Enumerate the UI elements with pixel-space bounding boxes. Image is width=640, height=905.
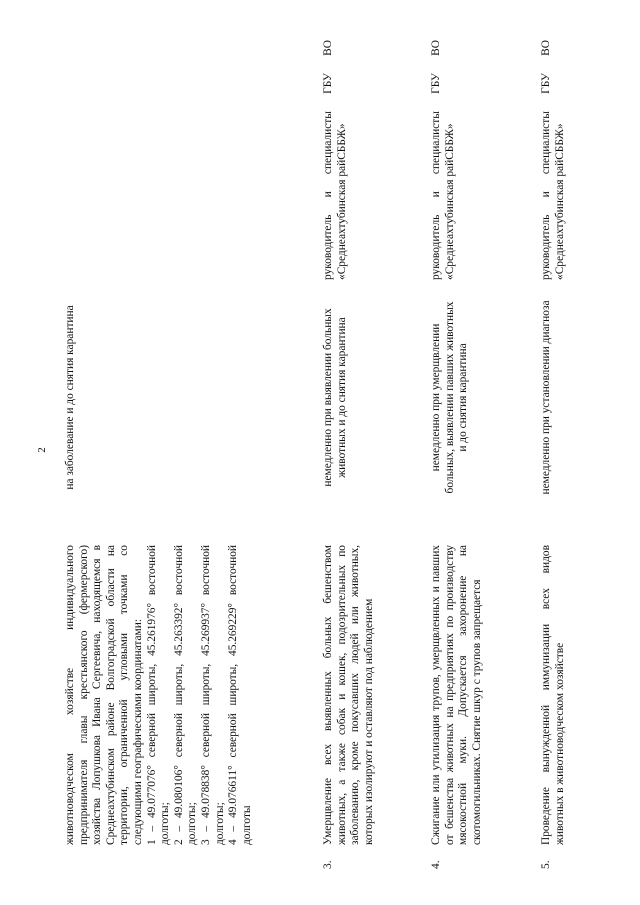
row-3-term: немедленно при выявлении больных животных и до снятия карантина [322, 308, 348, 487]
row-4-action: Сжигание или утилизация трупов, умерщвленных и павших от бешенства животных на предприятиях по производству мясокостной муки. Допускается захоронение на скотомогильниках. Снятие шкур с трупов запрещается [430, 545, 483, 845]
coordinate-4: 4 – 49.076611° северной широты, 45.269229° восточной долготы [227, 545, 253, 845]
coordinate-1: 1 – 49.077076° северной широты, 45.261976° восточной долготы; [145, 545, 172, 845]
row-3-action: Умерщвление всех выявленных больных бешенством животных, а также собак и кошек, подозрительных по заболеванию, кроме покусавших людей или животных, которых изолируют и оставляют под наблюдением [322, 545, 375, 845]
coordinate-2: 2 – 49.080106° северной широты, 45.263392° восточной долготы; [172, 545, 199, 845]
row-4-responsible: руководитель и специалисты ГБУ ВО «Среднеахтубинская райСББЖ» [430, 40, 456, 280]
row-5-responsible: руководитель и специалисты ГБУ ВО «Среднеахтубинская райСББЖ» [540, 40, 566, 280]
row-4-number: 4. [430, 860, 442, 869]
row-5-number: 5. [540, 860, 552, 869]
row-5-action: Проведение вынужденной иммунизации всех видов животных в животноводческом хозяйстве [540, 545, 566, 845]
row-4-term: немедленно при умерщвлении больных, выявлении павших животных и до снятия карантина [430, 301, 470, 494]
row-3-responsible: руководитель и специалисты ГБУ ВО «Среднеахтубинская райСББЖ» [322, 40, 348, 280]
row-continued-action-text: животноводческом хозяйстве индивидуального предпринимателя главы крестьянского (фермерского) хозяйства Лопушкова Ивана Сергеевича, находящемся в Среднеахтубинском районе Волгоградской области на территории, ограниченной угловыми точками со следующими географическими координатами: [64, 545, 144, 845]
row-5-term: немедленно при установлении диагноза [540, 300, 552, 495]
row-3-number: 3. [322, 860, 334, 869]
page-number: 2 [36, 447, 48, 453]
row-continued-action [64, 545, 254, 845]
row-continued-term: на заболевание и до снятия карантина [64, 305, 76, 490]
coordinate-3: 3 – 49.078838° северной широты, 45.269937° восточной долготы; [199, 545, 226, 845]
